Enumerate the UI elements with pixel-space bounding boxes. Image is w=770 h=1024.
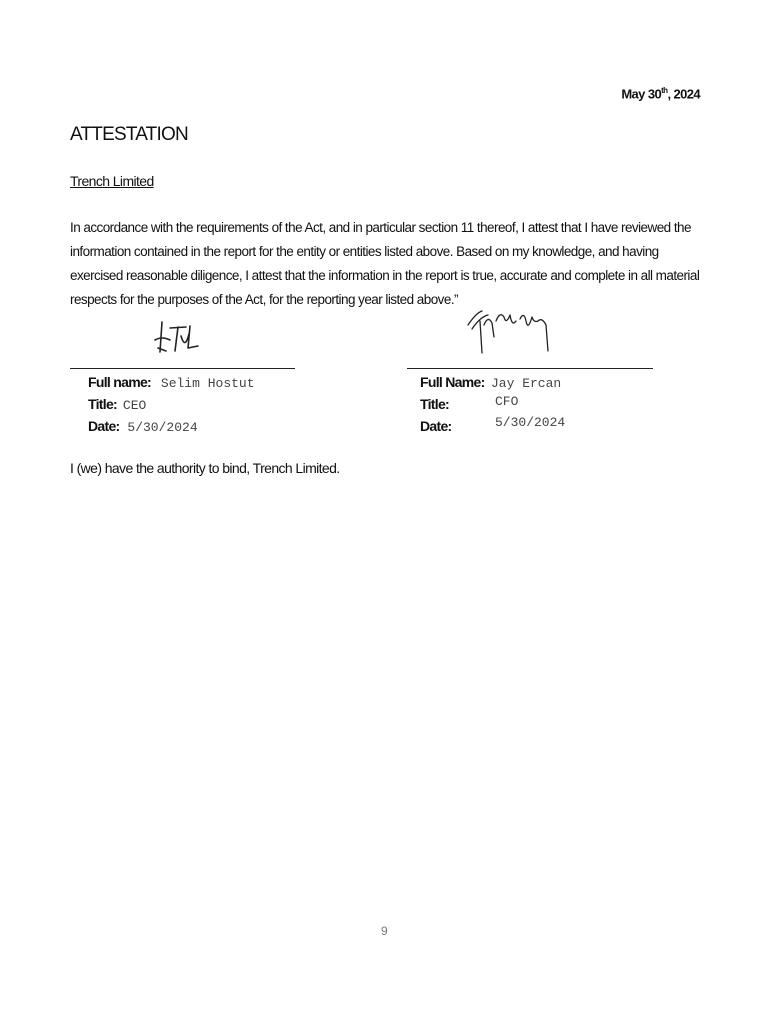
company-name: Trench Limited xyxy=(70,173,154,189)
cfo-name-row xyxy=(420,372,485,392)
title-label: Title: xyxy=(88,396,117,412)
signature-line-ceo xyxy=(70,368,295,369)
ceo-date-row xyxy=(88,416,198,436)
ceo-name-value: Selim Hostut xyxy=(160,376,255,391)
cfo-date-value: 5/30/2024 xyxy=(495,415,566,430)
ceo-date-value: 5/30/2024 xyxy=(127,420,198,435)
date-label: Date: xyxy=(420,418,452,434)
ceo-title-value: CEO xyxy=(122,398,147,413)
cfo-date-row xyxy=(420,416,452,436)
date-label: Date: xyxy=(88,418,120,434)
page-number: 9 xyxy=(381,924,388,938)
full-name-label: Full Name: xyxy=(420,374,485,390)
date-year: , 2024 xyxy=(667,86,700,102)
ceo-title-row xyxy=(88,394,146,414)
ceo-name-row xyxy=(88,372,255,392)
attestation-paragraph: In accordance with the requirements of the Act, and in particular section 11 thereof, I attest that I have reviewed the information contained in the report for the entity or entities listed above. Based on my knowledge, and having exercised reasonable diligence, I attest that the information in the report is true, accurate and complete in all material respects for the purposes of the Act, for the reporting year listed above.” xyxy=(70,220,700,307)
full-name-label: Full name: xyxy=(88,374,152,390)
signature-ceo-icon xyxy=(152,318,200,356)
date-ordinal: th xyxy=(661,86,668,95)
cfo-title-row xyxy=(420,394,449,414)
title-label: Title: xyxy=(420,396,449,412)
cfo-title-value: CFO xyxy=(495,394,519,409)
authority-statement: I (we) have the authority to bind, Trench Limited. xyxy=(70,460,340,476)
page-title: ATTESTATION xyxy=(70,124,188,145)
document-date xyxy=(621,86,700,101)
signature-line-cfo xyxy=(407,368,653,369)
cfo-name-value: Jay Ercan xyxy=(491,376,562,391)
signature-cfo-icon xyxy=(462,303,554,359)
date-text: May 30 xyxy=(621,86,662,102)
